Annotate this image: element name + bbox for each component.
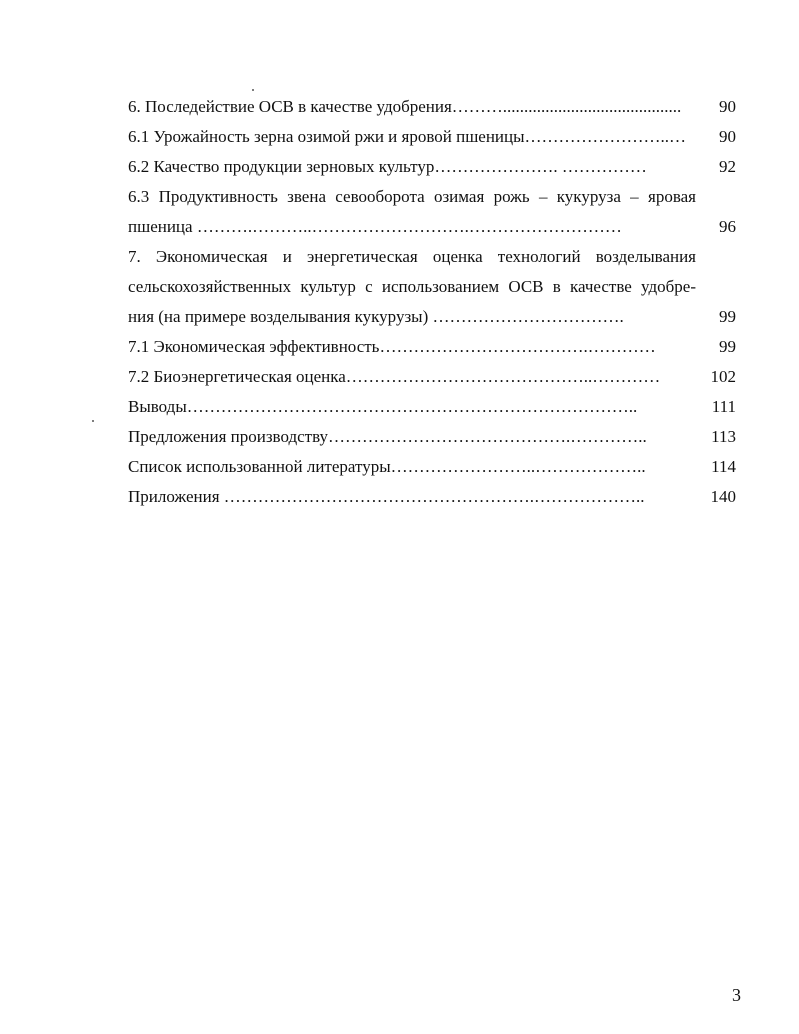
toc-entry-page: 140: [710, 487, 736, 506]
page-number: 3: [732, 985, 741, 1005]
toc-line: [128, 182, 740, 212]
toc-entry-page: 111: [711, 397, 736, 416]
toc-entry-text: Приложения ……………………………………………….………………..: [128, 487, 645, 506]
toc-entry-page: 99: [719, 337, 736, 356]
toc-entry-text: ния (на примере возделывания кукурузы) …………………………….: [128, 307, 624, 326]
toc-line: [128, 212, 740, 242]
toc-entry-page: 114: [711, 457, 736, 476]
toc-line: [128, 362, 740, 392]
toc-line: [128, 332, 740, 362]
toc-entry-page: 113: [711, 427, 736, 446]
toc-entry-text: Список использованной литературы……………………..………………..: [128, 457, 646, 476]
toc-entry-text: 6.2 Качество продукции зерновых культур…………………. ……………: [128, 157, 647, 176]
toc-entry-page: 96: [719, 217, 736, 236]
toc-entry-page: 90: [719, 127, 736, 146]
toc-entry-page: 99: [719, 307, 736, 326]
toc-entry-text: 7.2 Биоэнергетическая оценка……………………………………..…………: [128, 367, 661, 386]
toc-entry-text: Предложения производству…………………………………….…………..: [128, 427, 647, 446]
toc-line: [128, 122, 740, 152]
toc-entry-text: 6.3 Продуктивность звена севооборота озимая рожь – кукуруза – яровая: [128, 187, 696, 206]
toc-entry-page: 92: [719, 157, 736, 176]
scan-speck: [252, 89, 254, 91]
toc-line: [128, 272, 740, 302]
toc-entry-text: 6.1 Урожайность зерна озимой ржи и яровой пшеницы……………………..…: [128, 127, 687, 146]
scan-speck: [92, 420, 94, 422]
toc-line: [128, 242, 740, 272]
table-of-contents: [128, 92, 740, 512]
toc-line: [128, 152, 740, 182]
toc-line: [128, 422, 740, 452]
toc-line: [128, 92, 740, 122]
toc-entry-text: Выводы……………………………………………………………………..: [128, 397, 638, 416]
toc-line: [128, 392, 740, 422]
toc-entry-page: 102: [710, 367, 736, 386]
toc-entry-text: 7.1 Экономическая эффективность……………………………….…………: [128, 337, 656, 356]
toc-line: [128, 482, 740, 512]
toc-line: [128, 302, 740, 332]
toc-entry-text: 6. Последействие ОСВ в качестве удобрения………..........................................: [128, 97, 682, 116]
toc-line: [128, 452, 740, 482]
toc-entry-text: 7. Экономическая и энергетическая оценка технологий возделывания: [128, 247, 696, 266]
toc-entry-text: сельскохозяйственных культур с использованием ОСВ в качестве удобре-: [128, 277, 696, 296]
toc-entry-page: 90: [719, 97, 736, 116]
toc-entry-text: пшеница ……….………..……………………….………………………: [128, 217, 622, 236]
